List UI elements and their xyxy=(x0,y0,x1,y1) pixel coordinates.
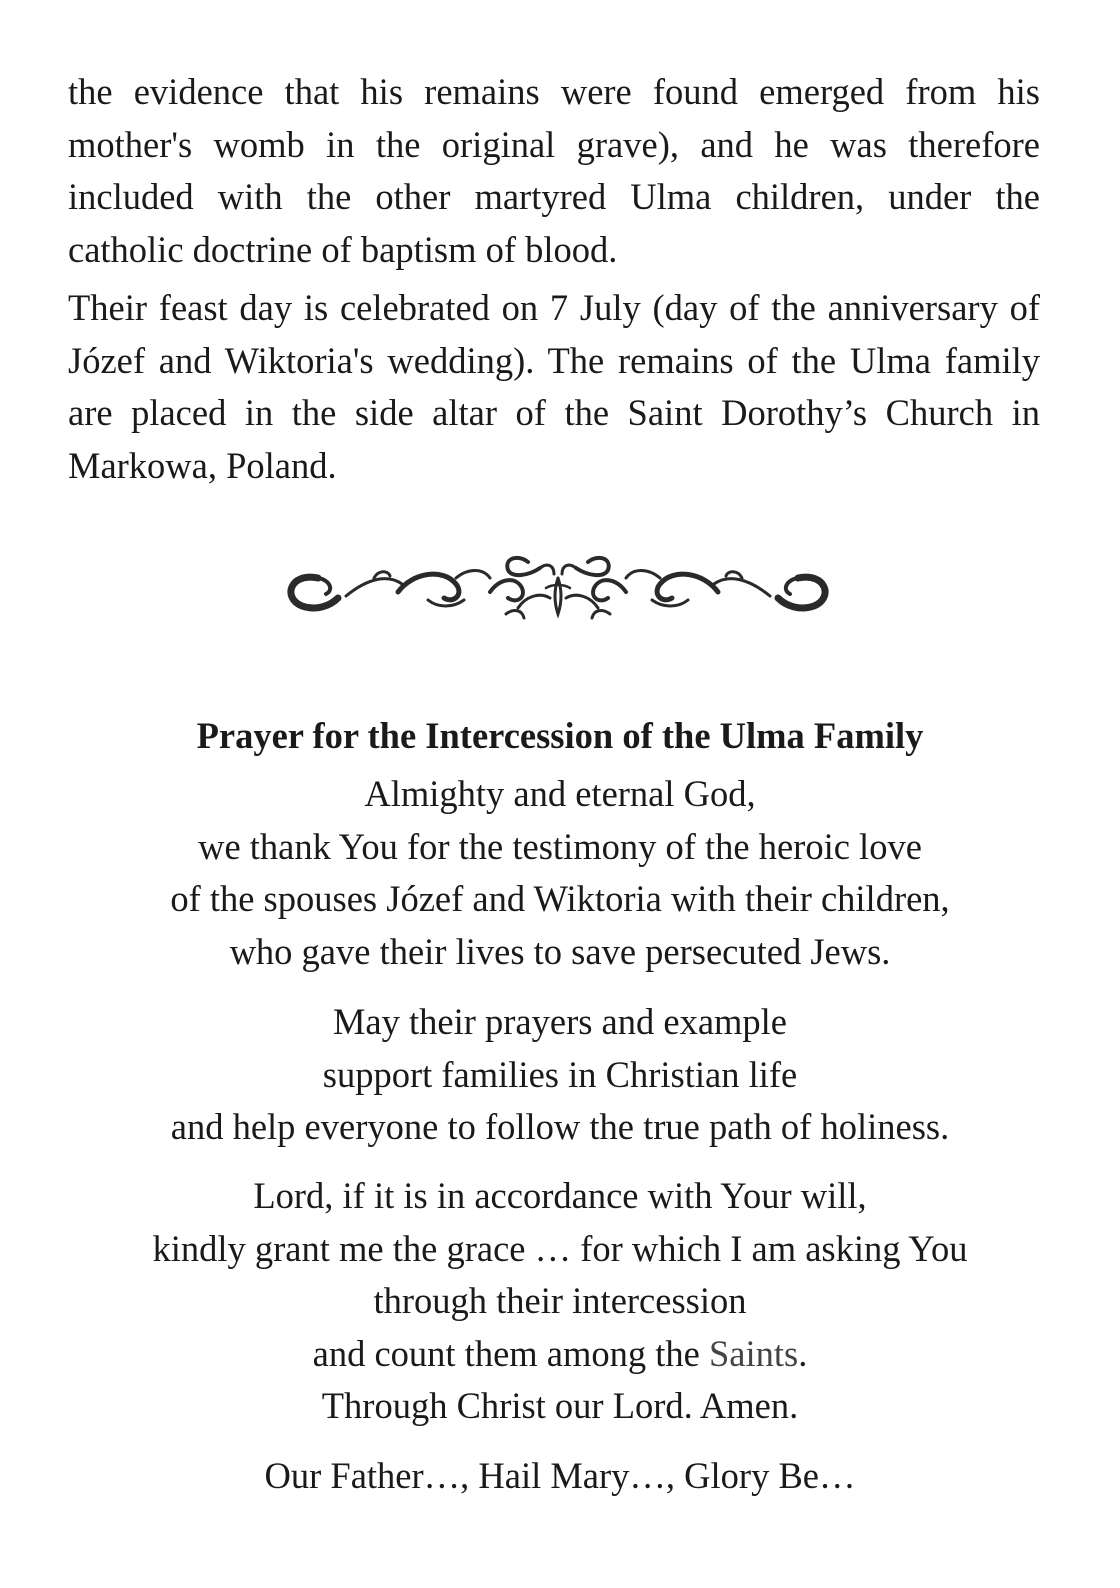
prayer-stanza-2 xyxy=(0,996,1120,1154)
prayer-line: Lord, if it is in accordance with Your will, xyxy=(253,1175,867,1216)
prayer-line: of the spouses Józef and Wiktoria with their children, xyxy=(170,878,950,919)
prayer-stanza-1 xyxy=(0,768,1120,978)
paragraph-feast-day: Their feast day is celebrated on 7 July (day of the anniversary of Józef and Wiktoria's wedding). The remains of the Ulma family are placed in the side altar of the Saint Dorothy’s Church in Markowa, Poland. xyxy=(68,287,1040,486)
prayer-line: and help everyone to follow the true path of holiness. xyxy=(170,1106,950,1147)
prayer-line: through their intercession xyxy=(373,1280,747,1321)
paragraph-evidence: the evidence that his remains were found emerged from his mother's womb in the original grave), and he was therefore included with the other martyred Ulma children, under the catholic doctrine of baptism of blood. xyxy=(68,71,1040,270)
prayer-line: Through Christ our Lord. Amen. xyxy=(321,1385,799,1426)
closing-prayers xyxy=(0,1450,1120,1503)
closing-line: Our Father…, Hail Mary…, Glory Be… xyxy=(264,1455,856,1496)
prayer-line: kindly grant me the grace … for which I am asking You xyxy=(152,1227,968,1269)
prayer-line-period: . xyxy=(798,1332,808,1374)
prayer-line: who gave their lives to save persecuted Jews. xyxy=(229,930,891,972)
prayer-line-saints xyxy=(0,1328,1120,1381)
saints-link[interactable]: Saints xyxy=(708,1332,799,1374)
prayer-line: we thank You for the testimony of the heroic love xyxy=(198,825,922,867)
prayer-line: support families in Christian life xyxy=(322,1053,798,1095)
prayer-line: May their prayers and example xyxy=(332,1001,788,1042)
prayer-line-text: and count them among the xyxy=(312,1332,709,1374)
prayer-line: Almighty and eternal God, xyxy=(364,773,756,814)
prayer-title: Prayer for the Intercession of the Ulma Family xyxy=(196,715,924,756)
prayer-stanza-3 xyxy=(0,1170,1120,1433)
flourish-divider-icon xyxy=(278,548,838,626)
